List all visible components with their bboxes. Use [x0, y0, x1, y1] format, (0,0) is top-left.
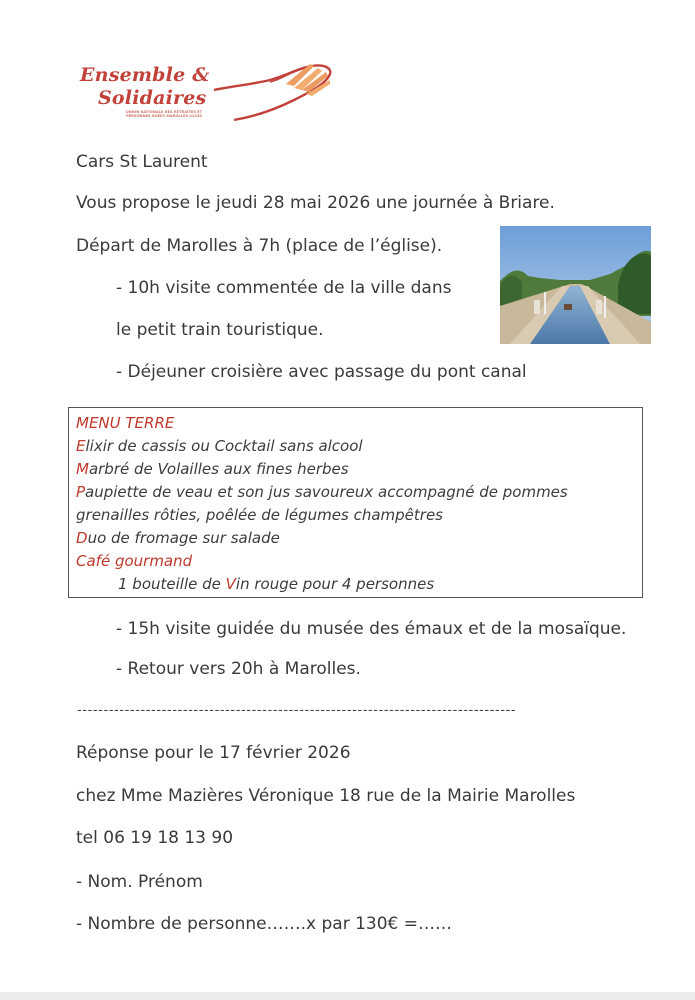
- menu-item-initial: D: [76, 529, 88, 547]
- menu-item-initial: P: [76, 483, 86, 501]
- menu-item-text: uo de fromage sur salade: [87, 529, 280, 547]
- visit-line-1: - 10h visite commentée de la ville dans: [116, 278, 452, 298]
- menu-title: MENU TERRE: [76, 414, 175, 432]
- canal-bridge-photo: [500, 226, 651, 344]
- menu-item-initial: E: [76, 437, 86, 455]
- visit-line-2: le petit train touristique.: [116, 320, 324, 340]
- trip-proposal: Vous propose le jeudi 28 mai 2026 une journée à Briare.: [76, 193, 555, 213]
- logo-line-2: Solidaires: [98, 87, 207, 109]
- menu-wine-after: in rouge pour 4 personnes: [235, 575, 435, 593]
- menu-item: [76, 529, 280, 547]
- page-bottom-strip: [0, 992, 695, 1000]
- menu-wine-before: 1 bouteille de: [118, 575, 226, 593]
- menu-item-text: grenailles rôties, poêlée de légumes champêtres: [76, 506, 443, 524]
- menu-coffee: Café gourmand: [76, 552, 193, 570]
- count-price-field: - Nombre de personne…….x par 130€ =……: [76, 914, 453, 934]
- logo-line-1: Ensemble &: [80, 64, 210, 86]
- ensemble-solidaires-logo: [74, 58, 344, 130]
- dashed-divider: -----------------------------------------------------------------------------------: [77, 703, 517, 718]
- menu-item: [76, 437, 363, 455]
- company-name: Cars St Laurent: [76, 152, 208, 172]
- menu-item-text: arbré de Volailles aux fines herbes: [88, 460, 349, 478]
- menu-box: [68, 407, 643, 598]
- menu-wine-initial: V: [225, 575, 236, 593]
- return-info: - Retour vers 20h à Marolles.: [116, 659, 361, 679]
- menu-item-text: aupiette de veau et son jus savoureux accompagné de pommes: [85, 483, 568, 501]
- lunch-cruise: - Déjeuner croisière avec passage du pont canal: [116, 362, 527, 382]
- menu-wine: [118, 575, 434, 593]
- reply-phone: tel 06 19 18 13 90: [76, 828, 234, 848]
- menu-item: [76, 483, 568, 501]
- menu-item: [76, 506, 443, 524]
- departure-info: Départ de Marolles à 7h (place de l’église).: [76, 236, 443, 256]
- menu-item: [76, 460, 349, 478]
- name-field: - Nom. Prénom: [76, 872, 203, 892]
- reply-deadline: Réponse pour le 17 février 2026: [76, 743, 351, 763]
- menu-item-initial: M: [76, 460, 89, 478]
- reply-address: chez Mme Mazières Véronique 18 rue de la Mairie Marolles: [76, 786, 576, 806]
- menu-item-text: lixir de cassis ou Cocktail sans alcool: [85, 437, 363, 455]
- logo-subtitle: UNION NATIONALE DES RETRAITES ET PERSONNES ÂGÉES MAROLLES 41330: [125, 110, 203, 119]
- museum-visit: - 15h visite guidée du musée des émaux et de la mosaïque.: [116, 619, 627, 639]
- hand-swoosh-icon: [214, 60, 339, 122]
